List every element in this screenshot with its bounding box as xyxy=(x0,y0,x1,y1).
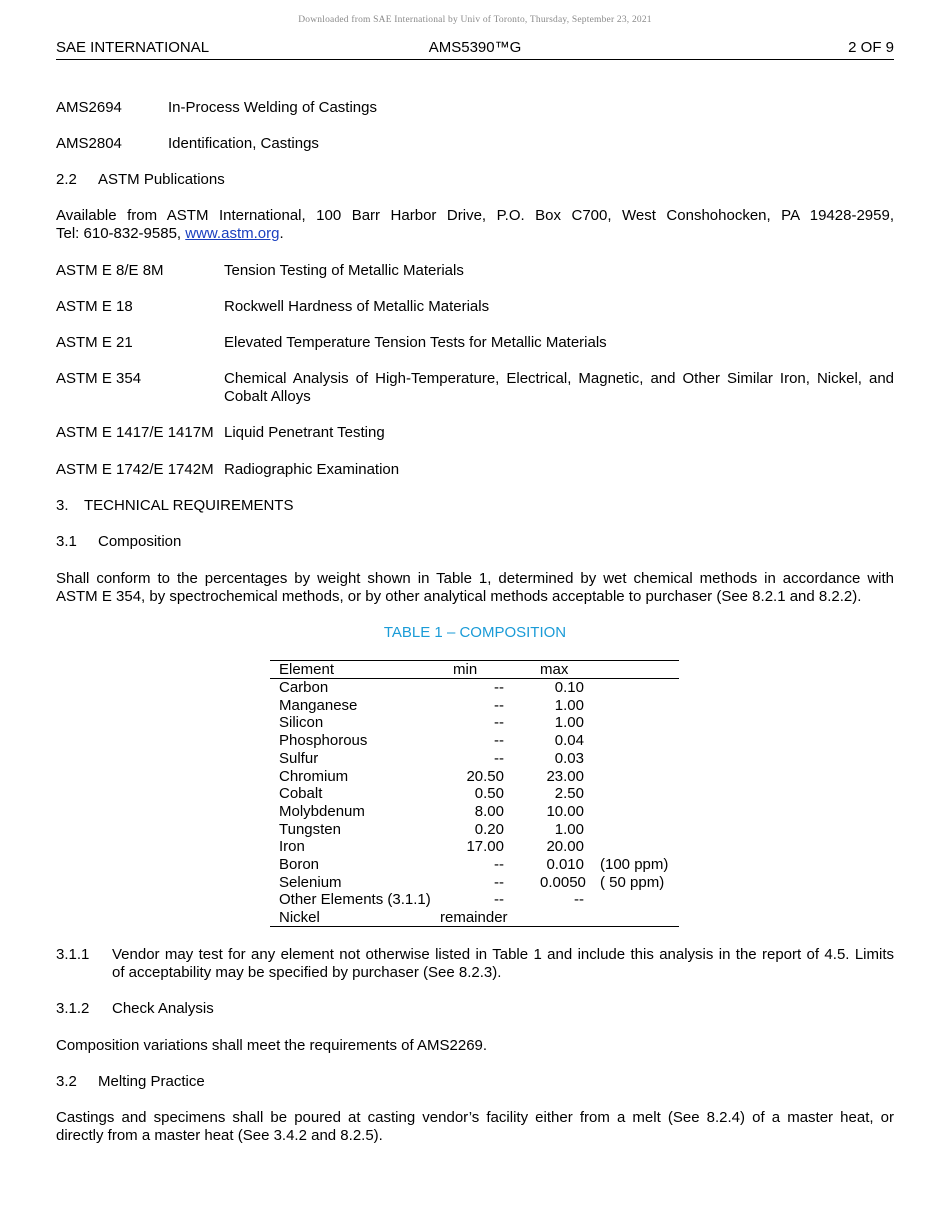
paragraph-line: ASTM E 354, by spectrochemical methods, or by other analytical methods acceptable to purchaser (See 8.2.1 and 8.2.2). xyxy=(56,588,862,605)
cell-element: Phosphorous xyxy=(279,732,368,750)
period-text: . xyxy=(279,225,284,242)
reference-code: ASTM E 18 xyxy=(56,298,133,315)
cell-element: Boron xyxy=(279,856,320,873)
section-number: 3.2 xyxy=(56,1073,77,1090)
cell-min: 20.50 xyxy=(466,767,504,785)
section-title: Check Analysis xyxy=(112,1000,214,1017)
section-3-1-1 xyxy=(56,946,894,986)
cell-note: ( 50 ppm) xyxy=(600,873,665,891)
astm-availability-paragraph xyxy=(56,207,894,243)
cell-max: 0.10 xyxy=(554,679,584,696)
reference-title: Elevated Temperature Tension Tests for Metallic Materials xyxy=(224,334,607,351)
cell-element: Nickel xyxy=(279,909,320,927)
paragraph-line: Shall conform to the percentages by weight shown in Table 1, determined by wet chemical methods in accordance with xyxy=(56,570,894,587)
paragraph-line: Castings and specimens shall be poured at casting vendor’s facility either from a melt (See 8.2.4) of a master heat, or xyxy=(56,1109,894,1126)
cell-element: Manganese xyxy=(279,696,358,714)
paragraph-line: of acceptability may be specified by purchaser (See 8.2.3). xyxy=(112,964,502,981)
cell-max: 1.00 xyxy=(554,714,584,732)
cell-element: Other Elements (3.1.1) xyxy=(279,891,431,909)
cell-element: Tungsten xyxy=(279,820,341,838)
section-title: Melting Practice xyxy=(98,1073,205,1090)
paragraph-line: Available from ASTM International, 100 Barr Harbor Drive, P.O. Box C700, West Conshohocken, PA 19428-2959, xyxy=(56,207,894,224)
column-header-max: max xyxy=(540,661,569,678)
cell-element: Silicon xyxy=(279,714,324,732)
cell-max: 2.50 xyxy=(554,785,584,803)
astm-website-link[interactable]: www.astm.org xyxy=(185,225,280,242)
cell-max: 1.00 xyxy=(554,696,584,714)
cell-max: 23.00 xyxy=(546,767,584,785)
cell-min: 0.20 xyxy=(474,820,504,838)
section-number: 3.1.2 xyxy=(56,1000,90,1017)
cell-max: 20.00 xyxy=(546,838,584,856)
reference-title xyxy=(224,370,894,406)
header-doc-number: AMS5390™G xyxy=(428,39,522,56)
paragraph-line: directly from a master heat (See 3.4.2 and 8.2.5). xyxy=(56,1127,383,1144)
reference-code: ASTM E 21 xyxy=(56,334,133,351)
section-title: Composition xyxy=(98,533,182,550)
reference-title: Liquid Penetrant Testing xyxy=(224,424,385,441)
section-number: 3. xyxy=(56,497,69,514)
cell-element: Iron xyxy=(279,838,305,856)
reference-title: Radiographic Examination xyxy=(224,461,400,478)
header-org: SAE INTERNATIONAL xyxy=(56,39,210,56)
header-rule xyxy=(56,59,894,60)
check-analysis-paragraph: Composition variations shall meet the requirements of AMS2269. xyxy=(56,1037,488,1054)
column-header-min: min xyxy=(453,661,478,678)
paragraph-line: Vendor may test for any element not otherwise listed in Table 1 and include this analysis in the report of 4.5. Limits xyxy=(112,946,894,963)
cell-element: Cobalt xyxy=(279,785,323,803)
reference-title: Rockwell Hardness of Metallic Materials xyxy=(224,298,490,315)
cell-max: 1.00 xyxy=(554,820,584,838)
column-header-element: Element xyxy=(279,661,335,678)
cell-max: 0.03 xyxy=(554,749,584,767)
cell-min: -- xyxy=(494,714,504,732)
table-bottom-rule xyxy=(270,926,679,927)
reference-code: ASTM E 1742/E 1742M xyxy=(56,461,214,478)
reference-code: ASTM E 354 xyxy=(56,370,142,387)
reference-code: AMS2694 xyxy=(56,99,122,116)
cell-max: 0.04 xyxy=(554,732,584,750)
contact-text: Tel: 610-832-9585, xyxy=(56,225,186,242)
download-watermark: Downloaded from SAE International by Univ of Toronto, Thursday, September 23, 2021 xyxy=(298,15,652,25)
cell-min: -- xyxy=(494,856,504,873)
cell-min: 0.50 xyxy=(474,785,504,803)
reference-code: ASTM E 8/E 8M xyxy=(56,262,164,279)
cell-max: 0.010 xyxy=(546,856,584,873)
cell-min: -- xyxy=(494,873,504,891)
section-number: 3.1.1 xyxy=(56,946,90,963)
cell-max: -- xyxy=(574,891,584,909)
cell-min: remainder xyxy=(440,909,508,927)
section-title: TECHNICAL REQUIREMENTS xyxy=(84,497,294,514)
cell-element: Carbon xyxy=(279,679,329,696)
cell-element: Molybdenum xyxy=(279,802,365,820)
cell-element: Selenium xyxy=(279,873,342,891)
cell-element: Sulfur xyxy=(279,749,319,767)
reference-title: Tension Testing of Metallic Materials xyxy=(224,262,464,279)
reference-title-line: Cobalt Alloys xyxy=(224,388,311,405)
header-page-number: 2 OF 9 xyxy=(848,39,894,56)
cell-max: 0.0050 xyxy=(540,873,586,891)
paragraph-line xyxy=(56,225,894,243)
cell-min: 17.00 xyxy=(466,838,504,856)
cell-note: (100 ppm) xyxy=(600,856,669,873)
cell-min: 8.00 xyxy=(474,802,504,820)
composition-paragraph xyxy=(56,570,894,606)
section-text xyxy=(112,946,894,982)
cell-min: -- xyxy=(494,749,504,767)
reference-title: Identification, Castings xyxy=(168,135,319,152)
reference-title-line: Chemical Analysis of High-Temperature, Electrical, Magnetic, and Other Similar Iron, Nickel, and xyxy=(224,370,894,387)
cell-element: Chromium xyxy=(279,767,349,785)
melting-practice-paragraph xyxy=(56,1109,894,1145)
section-number: 2.2 xyxy=(56,171,77,188)
reference-code: ASTM E 1417/E 1417M xyxy=(56,424,214,441)
cell-min: -- xyxy=(494,891,504,909)
reference-code: AMS2804 xyxy=(56,135,122,152)
reference-title: In-Process Welding of Castings xyxy=(168,99,377,116)
cell-max: 10.00 xyxy=(546,802,584,820)
cell-min: -- xyxy=(494,696,504,714)
section-title: ASTM Publications xyxy=(98,171,225,188)
section-number: 3.1 xyxy=(56,533,77,550)
table-title: TABLE 1 – COMPOSITION xyxy=(383,624,567,641)
cell-min: -- xyxy=(494,679,504,696)
cell-min: -- xyxy=(494,732,504,750)
reference-astm-e354 xyxy=(56,370,894,410)
